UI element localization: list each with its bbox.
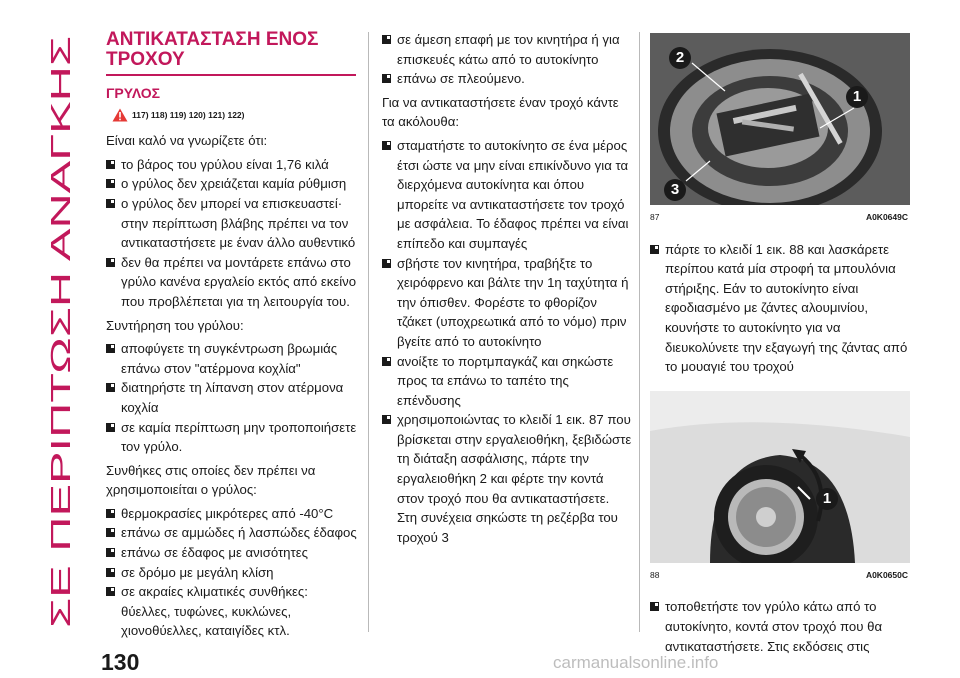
callout-3: 3 [664, 179, 686, 201]
wheel-change-intro: Για να αντικαταστήσετε έναν τροχό κάντε τα ακόλουθα: [382, 94, 619, 130]
bullet-box-icon [106, 160, 115, 169]
list-item: αποφύγετε τη συγκέντρωση βρωμιάς επάνω στον "ατέρμονα κοχλία" [106, 339, 358, 378]
list-item: σε ακραίες κλιματικές συνθήκες: θύελλες, τυφώνες, κυκλώνες, χιονοθύελλες, καταιγίδες κτλ. [106, 582, 358, 641]
bullet-box-icon [382, 357, 391, 366]
bullet-box-icon [382, 415, 391, 424]
figure-88-loosen-bolts [650, 391, 910, 563]
wheel-change-steps [382, 136, 632, 547]
wheel-change-steps-continued [650, 240, 910, 377]
bullet-box-icon [650, 245, 659, 254]
bullet-box-icon [106, 423, 115, 432]
jack-conditions-list-continued [382, 30, 632, 89]
bullet-box-icon [106, 383, 115, 392]
column-1 [106, 30, 358, 641]
list-item: σε άμεση επαφή με τον κινητήρα ή για επισκευές κάτω από το αυτοκίνητο [382, 30, 632, 69]
list-item: ανοίξτε το πορτμπαγκάζ και σηκώστε προς τα επάνω το ταπέτο της επένδυσης [382, 352, 632, 411]
wheel-change-steps-continued-2 [650, 597, 910, 656]
list-item: τοποθετήστε τον γρύλο κάτω από το αυτοκίνητο, κοντά στον τροχό που θα αντικαταστήσετε. Στις εκδόσεις στις [650, 597, 910, 656]
jack-maintenance-heading: Συντήρηση του γρύλου: [106, 317, 244, 333]
jack-conditions-heading: Συνθήκες στις οποίες δεν πρέπει να χρησιμοποιείται ο γρύλος: [106, 462, 316, 498]
list-item: επάνω σε έδαφος με ανισότητες [106, 543, 358, 563]
bullet-box-icon [382, 35, 391, 44]
bullet-box-icon [106, 587, 115, 596]
warning-references [112, 106, 358, 126]
bullet-box-icon [382, 259, 391, 268]
figure-code: A0K0650C [865, 569, 908, 580]
figure-number: 87 [650, 212, 660, 222]
list-item: επάνω σε πλεούμενο. [382, 69, 632, 89]
column-divider [368, 32, 369, 632]
list-item: θερμοκρασίες μικρότερες από -40°C [106, 504, 358, 524]
list-item: το βάρος του γρύλου είναι 1,76 κιλά [106, 155, 358, 175]
bullet-box-icon [106, 179, 115, 188]
warning-refs-text: 117) 118) 119) 120) 121) 122) [132, 109, 245, 120]
page-number: 130 [101, 649, 140, 675]
section-rule [106, 74, 356, 76]
figure-88-caption [650, 566, 910, 586]
list-item: επάνω σε αμμώδες ή λασπώδες έδαφος [106, 523, 358, 543]
figure-code: A0K0649C [865, 212, 908, 222]
bullet-box-icon [106, 199, 115, 208]
callout-2: 2 [669, 47, 691, 69]
jack-intro: Είναι καλό να γνωρίζετε ότι: [106, 133, 268, 149]
section-title-line-1: ΑΝΤΙΚΑΤΑΣΤΑΣΗ ΕΝΟΣ [106, 29, 319, 50]
callout-1: 1 [816, 488, 838, 510]
bullet-box-icon [382, 141, 391, 150]
column-3 [650, 30, 910, 656]
bullet-box-icon [106, 344, 115, 353]
bullet-box-icon [106, 568, 115, 577]
warning-triangle-icon [112, 108, 128, 122]
bullet-box-icon [106, 509, 115, 518]
list-item: ο γρύλος δεν χρειάζεται καμία ρύθμιση [106, 174, 358, 194]
list-item: σε καμία περίπτωση μην τροποποιήσετε τον γρύλο. [106, 418, 358, 457]
list-item: πάρτε το κλειδί 1 εικ. 88 και λασκάρετε περίπου κατά μία στροφή τα μπουλόνια στήριξης. Εάν το αυτοκίνητο είναι εφοδιασμένο με ζάντες αλουμινίου, κουνήστε το αυτοκίνητο για να διευκολύνετε την εξαγωγή της ζάντας από το μουαγιέ του τροχού [650, 240, 910, 377]
figure-87-spare-wheel [650, 33, 910, 205]
bullet-box-icon [106, 548, 115, 557]
section-title [106, 30, 358, 70]
list-item: ο γρύλος δεν μπορεί να επισκευαστεί· στην περίπτωση βλάβης πρέπει να τον αντικαταστήσετε με έναν άλλο αυθεντικό [106, 194, 358, 253]
car-wheel-illustration [650, 391, 910, 563]
column-divider [639, 32, 640, 632]
jack-maintenance-list [106, 339, 358, 457]
side-chapter-title [40, 28, 80, 628]
jack-facts-list [106, 155, 358, 312]
figure-87-caption [650, 208, 910, 228]
watermark: carmanualsonline.info [553, 653, 719, 672]
list-item: δεν θα πρέπει να μοντάρετε επάνω στο γρύλο κανένα εργαλείο εκτός από εκείνο που προβλέπεται για τη λειτουργία του. [106, 253, 358, 312]
callout-1: 1 [846, 86, 868, 108]
column-2 [382, 30, 632, 547]
section-title-line-2: ΤΡΟΧΟΥ [106, 49, 185, 70]
figure-number: 88 [650, 569, 660, 580]
list-item: χρησιμοποιώντας το κλειδί 1 εικ. 87 που βρίσκεται στην εργαλειοθήκη, ξεβιδώστε τη διάταξη ασφάλισης, πάρτε την εργαλειοθήκη 2 και φέρτε την κοντά στον τροχό που θα αντικαταστήσετε. Στη συνέχεια σηκώστε τη ρεζέρβα του τροχού 3 [382, 410, 632, 547]
sub-title: ΓΡΥΛΟΣ [106, 85, 161, 101]
jack-conditions-list [106, 504, 358, 641]
list-item: σβήστε τον κινητήρα, τραβήξτε το χειρόφρενο και βάλτε την 1η ταχύτητα ή την όπισθεν. Φορέστε το φθορίζον τζάκετ (υποχρεωτικά από το νόμο) πριν βγείτε από το αυτοκίνητο [382, 254, 632, 352]
bullet-box-icon [106, 258, 115, 267]
side-chapter-title-text: ΣΕ ΠΕΡΙΠΤΩΣΗ ΑΝΑΓΚΗΣ [45, 288, 76, 628]
list-item: σε δρόμο με μεγάλη κλίση [106, 563, 358, 583]
bullet-box-icon [382, 74, 391, 83]
list-item: σταματήστε το αυτοκίνητο σε ένα μέρος έτσι ώστε να μην είναι επικίνδυνο για τα διερχόμενα αυτοκίνητα και όπου μπορείτε να αντικαταστήσετε τον τροχό με ασφάλεια. Το έδαφος πρέπει να είναι επίπεδο και συμπαγές [382, 136, 632, 254]
list-item: διατηρήστε τη λίπανση στον ατέρμονα κοχλία [106, 378, 358, 417]
bullet-box-icon [106, 528, 115, 537]
bullet-box-icon [650, 602, 659, 611]
